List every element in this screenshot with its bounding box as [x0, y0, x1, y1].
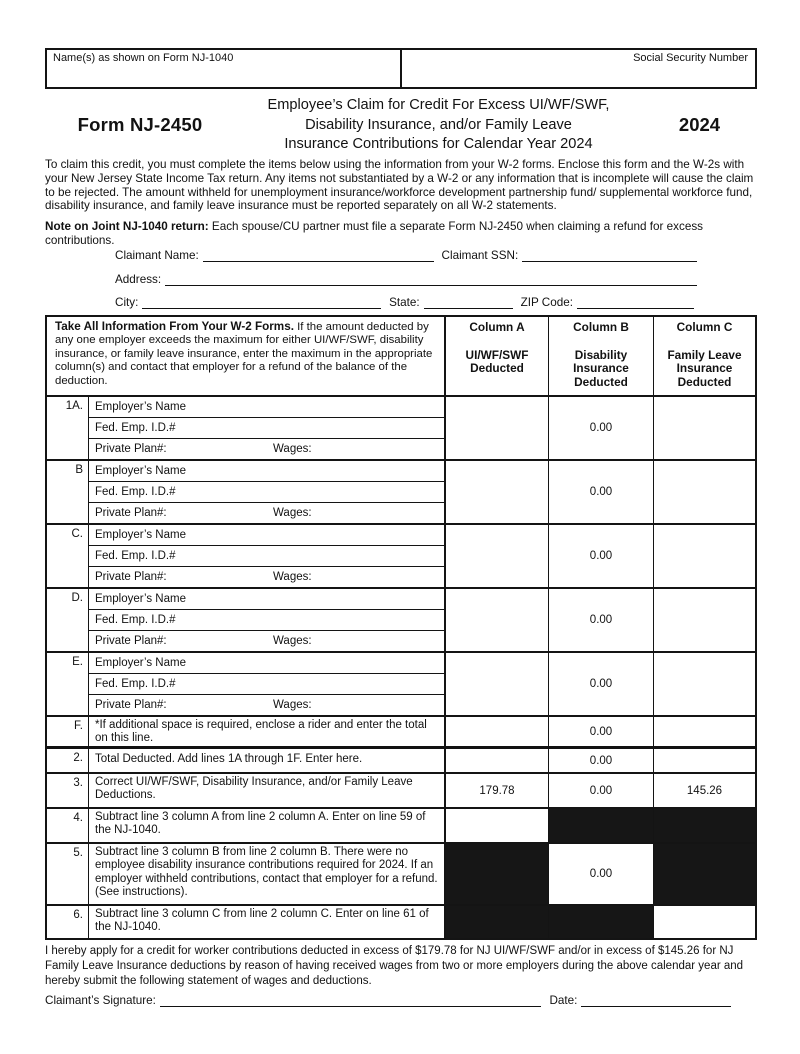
- line-2-col-c-value[interactable]: [653, 749, 755, 772]
- employer-row-1a: [47, 397, 755, 461]
- employer-row-b: [47, 461, 755, 525]
- wages-field[interactable]: Wages:: [273, 506, 312, 519]
- employer-name-field[interactable]: Employer’s Name: [89, 589, 444, 610]
- fed-emp-id-field[interactable]: Fed. Emp. I.D.#: [89, 482, 444, 503]
- line-4-row: [47, 809, 755, 844]
- column-b-subtitle: Disability Insurance Deducted: [573, 347, 629, 389]
- line-f-text: *If additional space is required, enclose a rider and enter the total on this line.: [88, 717, 444, 746]
- claimant-ssn-label: Claimant SSN:: [441, 249, 519, 262]
- line-5-col-c-blackout: [653, 844, 755, 904]
- column-c-subtitle: Family Leave Insurance Deducted: [667, 347, 742, 389]
- line-4-text: Subtract line 3 column A from line 2 column A. Enter on line 59 of the NJ-1040.: [88, 809, 444, 842]
- claimant-name-row: [115, 247, 697, 262]
- claimant-name-label: Claimant Name:: [115, 249, 199, 262]
- employer-fields: [88, 461, 444, 523]
- employer-row-c: [47, 525, 755, 589]
- line-f-row: [47, 717, 755, 749]
- line-5-text: Subtract line 3 column B from line 2 column B. There were no employee disability insurance contributions required for 2024. If an employer withheld contributions, contact that employer for a refund. (See instructions).: [88, 844, 444, 904]
- date-label: Date:: [549, 994, 578, 1007]
- column-c-header: [653, 317, 755, 395]
- address-row: [115, 271, 697, 286]
- row-label: 2.: [73, 752, 83, 764]
- row-label: 3.: [73, 777, 83, 789]
- column-a-header: [444, 317, 548, 395]
- row-label: 4.: [73, 812, 83, 824]
- intro-paragraph: To claim this credit, you must complete the items below using the information from your W-2 forms. Enclose this form and the W-2s with your New Jersey State Income Tax return. Any items not substantiated by a W-2 or any information that is incomplete will cause the claim to be rejected. The amount withheld for unemployment insurance/workforce development partnership fund/ supplemental workforce fund, disability insurance, and family leave insurance must be reported separately on all W-2 statements.: [45, 158, 754, 213]
- line-6-row: [47, 906, 755, 938]
- identification-box: [45, 48, 757, 89]
- wages-field[interactable]: Wages:: [273, 698, 312, 711]
- table-header-row: [47, 317, 755, 397]
- signature-label: Claimant’s Signature:: [45, 994, 156, 1007]
- ssn-field-label: Social Security Number: [633, 52, 748, 64]
- employer-fields: [88, 653, 444, 715]
- date-input-line[interactable]: [581, 992, 731, 1007]
- city-state-zip-row: [115, 294, 694, 309]
- column-a-subtitle: UI/WF/SWF Deducted: [465, 347, 529, 376]
- address-input-line[interactable]: [165, 271, 697, 286]
- signature-input-line[interactable]: [160, 992, 542, 1007]
- city-label: City:: [115, 296, 139, 309]
- declaration-paragraph: I hereby apply for a credit for worker contributions deducted in excess of $179.78 for NJ UI/WF/SWF and/or in excess of $145.26 for NJ Family Leave Insurance deductions by reason of having received wages from two or more employers during the above calendar year and hereby submit the following statement of wages and deductions.: [45, 945, 744, 987]
- line-f-col-b-value[interactable]: 0.00: [548, 717, 653, 746]
- private-plan-field[interactable]: Private Plan#: Wages:: [95, 442, 312, 455]
- employer-row-d: [47, 589, 755, 653]
- private-plan-field[interactable]: Private Plan#: Wages:: [95, 570, 312, 583]
- line-6-col-a-blackout: [444, 906, 548, 938]
- form-number: Form NJ-2450: [77, 114, 203, 135]
- line-5-col-a-blackout: [444, 844, 548, 904]
- line-f-col-a-value[interactable]: [444, 717, 548, 746]
- private-plan-field[interactable]: Private Plan#: Wages:: [95, 506, 312, 519]
- row-label: F.: [74, 720, 83, 732]
- joint-note-text: Each spouse/CU partner must file a separate Form NJ-2450 when claiming a refund for excess contributions.: [45, 220, 704, 247]
- wages-field[interactable]: Wages:: [273, 570, 312, 583]
- employer-name-field[interactable]: Employer’s Name: [89, 525, 444, 546]
- form-title-line2: Disability Insurance, and/or Family Leave: [305, 116, 572, 133]
- column-b-title: Column B: [573, 320, 629, 334]
- line-2-col-b-value[interactable]: 0.00: [548, 749, 653, 772]
- wages-field[interactable]: Wages:: [273, 442, 312, 455]
- form-title-line1: Employee’s Claim for Credit For Excess UI/WF/SWF,: [267, 97, 610, 113]
- line-2-text: Total Deducted. Add lines 1A through 1F. Enter here.: [88, 749, 444, 772]
- form-title-line3: Insurance Contributions for Calendar Year 2024: [284, 136, 593, 152]
- employer-fields: [88, 589, 444, 651]
- line-3-row: [47, 774, 755, 809]
- state-label: State:: [389, 296, 420, 309]
- ssn-field-box[interactable]: [402, 50, 755, 87]
- line-f-col-c-value[interactable]: [653, 717, 755, 746]
- title-block: [45, 96, 757, 155]
- line-3-col-b-value[interactable]: 0.00: [548, 774, 653, 807]
- tax-year: 2024: [678, 114, 721, 135]
- line-2-row: [47, 749, 755, 774]
- row-label: C.: [71, 528, 83, 540]
- row-b-col-b-value[interactable]: 0.00: [548, 461, 653, 523]
- line-5-col-b-value[interactable]: 0.00: [548, 844, 653, 904]
- line-4-col-b-blackout: [548, 809, 653, 842]
- fed-emp-id-field[interactable]: Fed. Emp. I.D.#: [89, 418, 444, 439]
- private-plan-field[interactable]: Private Plan#: Wages:: [95, 698, 312, 711]
- row-e-col-b-value[interactable]: 0.00: [548, 653, 653, 715]
- line-4-col-a-value[interactable]: [444, 809, 548, 842]
- line-6-text: Subtract line 3 column C from line 2 column C. Enter on line 61 of the NJ-1040.: [88, 906, 444, 938]
- private-plan-field[interactable]: Private Plan#: Wages:: [95, 634, 312, 647]
- row-b-col-a-value[interactable]: [444, 461, 548, 523]
- wages-field[interactable]: Wages:: [273, 634, 312, 647]
- name-field-box[interactable]: [47, 50, 402, 87]
- fed-emp-id-field[interactable]: Fed. Emp. I.D.#: [89, 674, 444, 695]
- address-label: Address:: [115, 273, 162, 286]
- state-input-line[interactable]: [424, 294, 513, 309]
- line-2-col-a-value[interactable]: [444, 749, 548, 772]
- joint-note: [45, 220, 760, 248]
- row-label: B: [75, 464, 83, 476]
- row-e-col-a-value[interactable]: [444, 653, 548, 715]
- row-b-col-c-value[interactable]: [653, 461, 755, 523]
- city-input-line[interactable]: [142, 294, 381, 309]
- employer-name-field[interactable]: Employer’s Name: [89, 653, 444, 674]
- employer-name-field[interactable]: Employer’s Name: [89, 397, 444, 418]
- line-3-col-a-value[interactable]: 179.78: [444, 774, 548, 807]
- employer-name-field[interactable]: Employer’s Name: [89, 461, 444, 482]
- claimant-ssn-input-line[interactable]: [522, 247, 697, 262]
- column-a-title: Column A: [469, 320, 525, 334]
- table-instructions-bold: Take All Information From Your W-2 Forms.: [55, 320, 294, 333]
- line-5-row: [47, 844, 755, 906]
- line-6-col-c-value[interactable]: [653, 906, 755, 938]
- row-c-col-c-value[interactable]: [653, 525, 755, 587]
- table-instructions-text: If the amount deducted by any one employer exceeds the maximum for either UI/WF/SWF, disability insurance, or family leave insurance, enter the maximum in the appropriate column(s) and contact that employer for a refund of the balance of the deduction.: [55, 321, 433, 387]
- claimant-name-input-line[interactable]: [203, 247, 434, 262]
- line-4-col-c-blackout: [653, 809, 755, 842]
- row-e-col-c-value[interactable]: [653, 653, 755, 715]
- row-label: 5.: [73, 847, 83, 859]
- w2-table: [45, 315, 757, 940]
- employer-row-e: [47, 653, 755, 717]
- name-field-label: Name(s) as shown on Form NJ-1040: [53, 52, 234, 64]
- row-1a-col-c-value[interactable]: [653, 397, 755, 459]
- column-c-title: Column C: [676, 320, 733, 334]
- row-1a-col-b-value[interactable]: 0.00: [548, 397, 653, 459]
- fed-emp-id-field[interactable]: Fed. Emp. I.D.#: [89, 546, 444, 567]
- row-d-col-b-value[interactable]: 0.00: [548, 589, 653, 651]
- joint-note-bold: Note on Joint NJ-1040 return:: [45, 220, 209, 233]
- zip-input-line[interactable]: [577, 294, 694, 309]
- zip-label: ZIP Code:: [520, 296, 573, 309]
- row-1a-col-a-value[interactable]: [444, 397, 548, 459]
- row-label: 1A.: [65, 400, 83, 412]
- fed-emp-id-field[interactable]: Fed. Emp. I.D.#: [89, 610, 444, 631]
- row-c-col-a-value[interactable]: [444, 525, 548, 587]
- row-label: 6.: [73, 909, 83, 921]
- row-label: E.: [72, 656, 83, 668]
- form-title: [235, 96, 642, 155]
- column-b-header: [548, 317, 653, 395]
- row-d-col-a-value[interactable]: [444, 589, 548, 651]
- line-3-text: Correct UI/WF/SWF, Disability Insurance, and/or Family Leave Deductions.: [88, 774, 444, 807]
- line-6-col-b-blackout: [548, 906, 653, 938]
- table-instructions: [47, 317, 444, 395]
- row-c-col-b-value[interactable]: 0.00: [548, 525, 653, 587]
- signature-row: [45, 992, 731, 1007]
- line-3-col-c-value[interactable]: 145.26: [653, 774, 755, 807]
- row-label: D.: [71, 592, 83, 604]
- employer-fields: [88, 397, 444, 459]
- employer-fields: [88, 525, 444, 587]
- row-d-col-c-value[interactable]: [653, 589, 755, 651]
